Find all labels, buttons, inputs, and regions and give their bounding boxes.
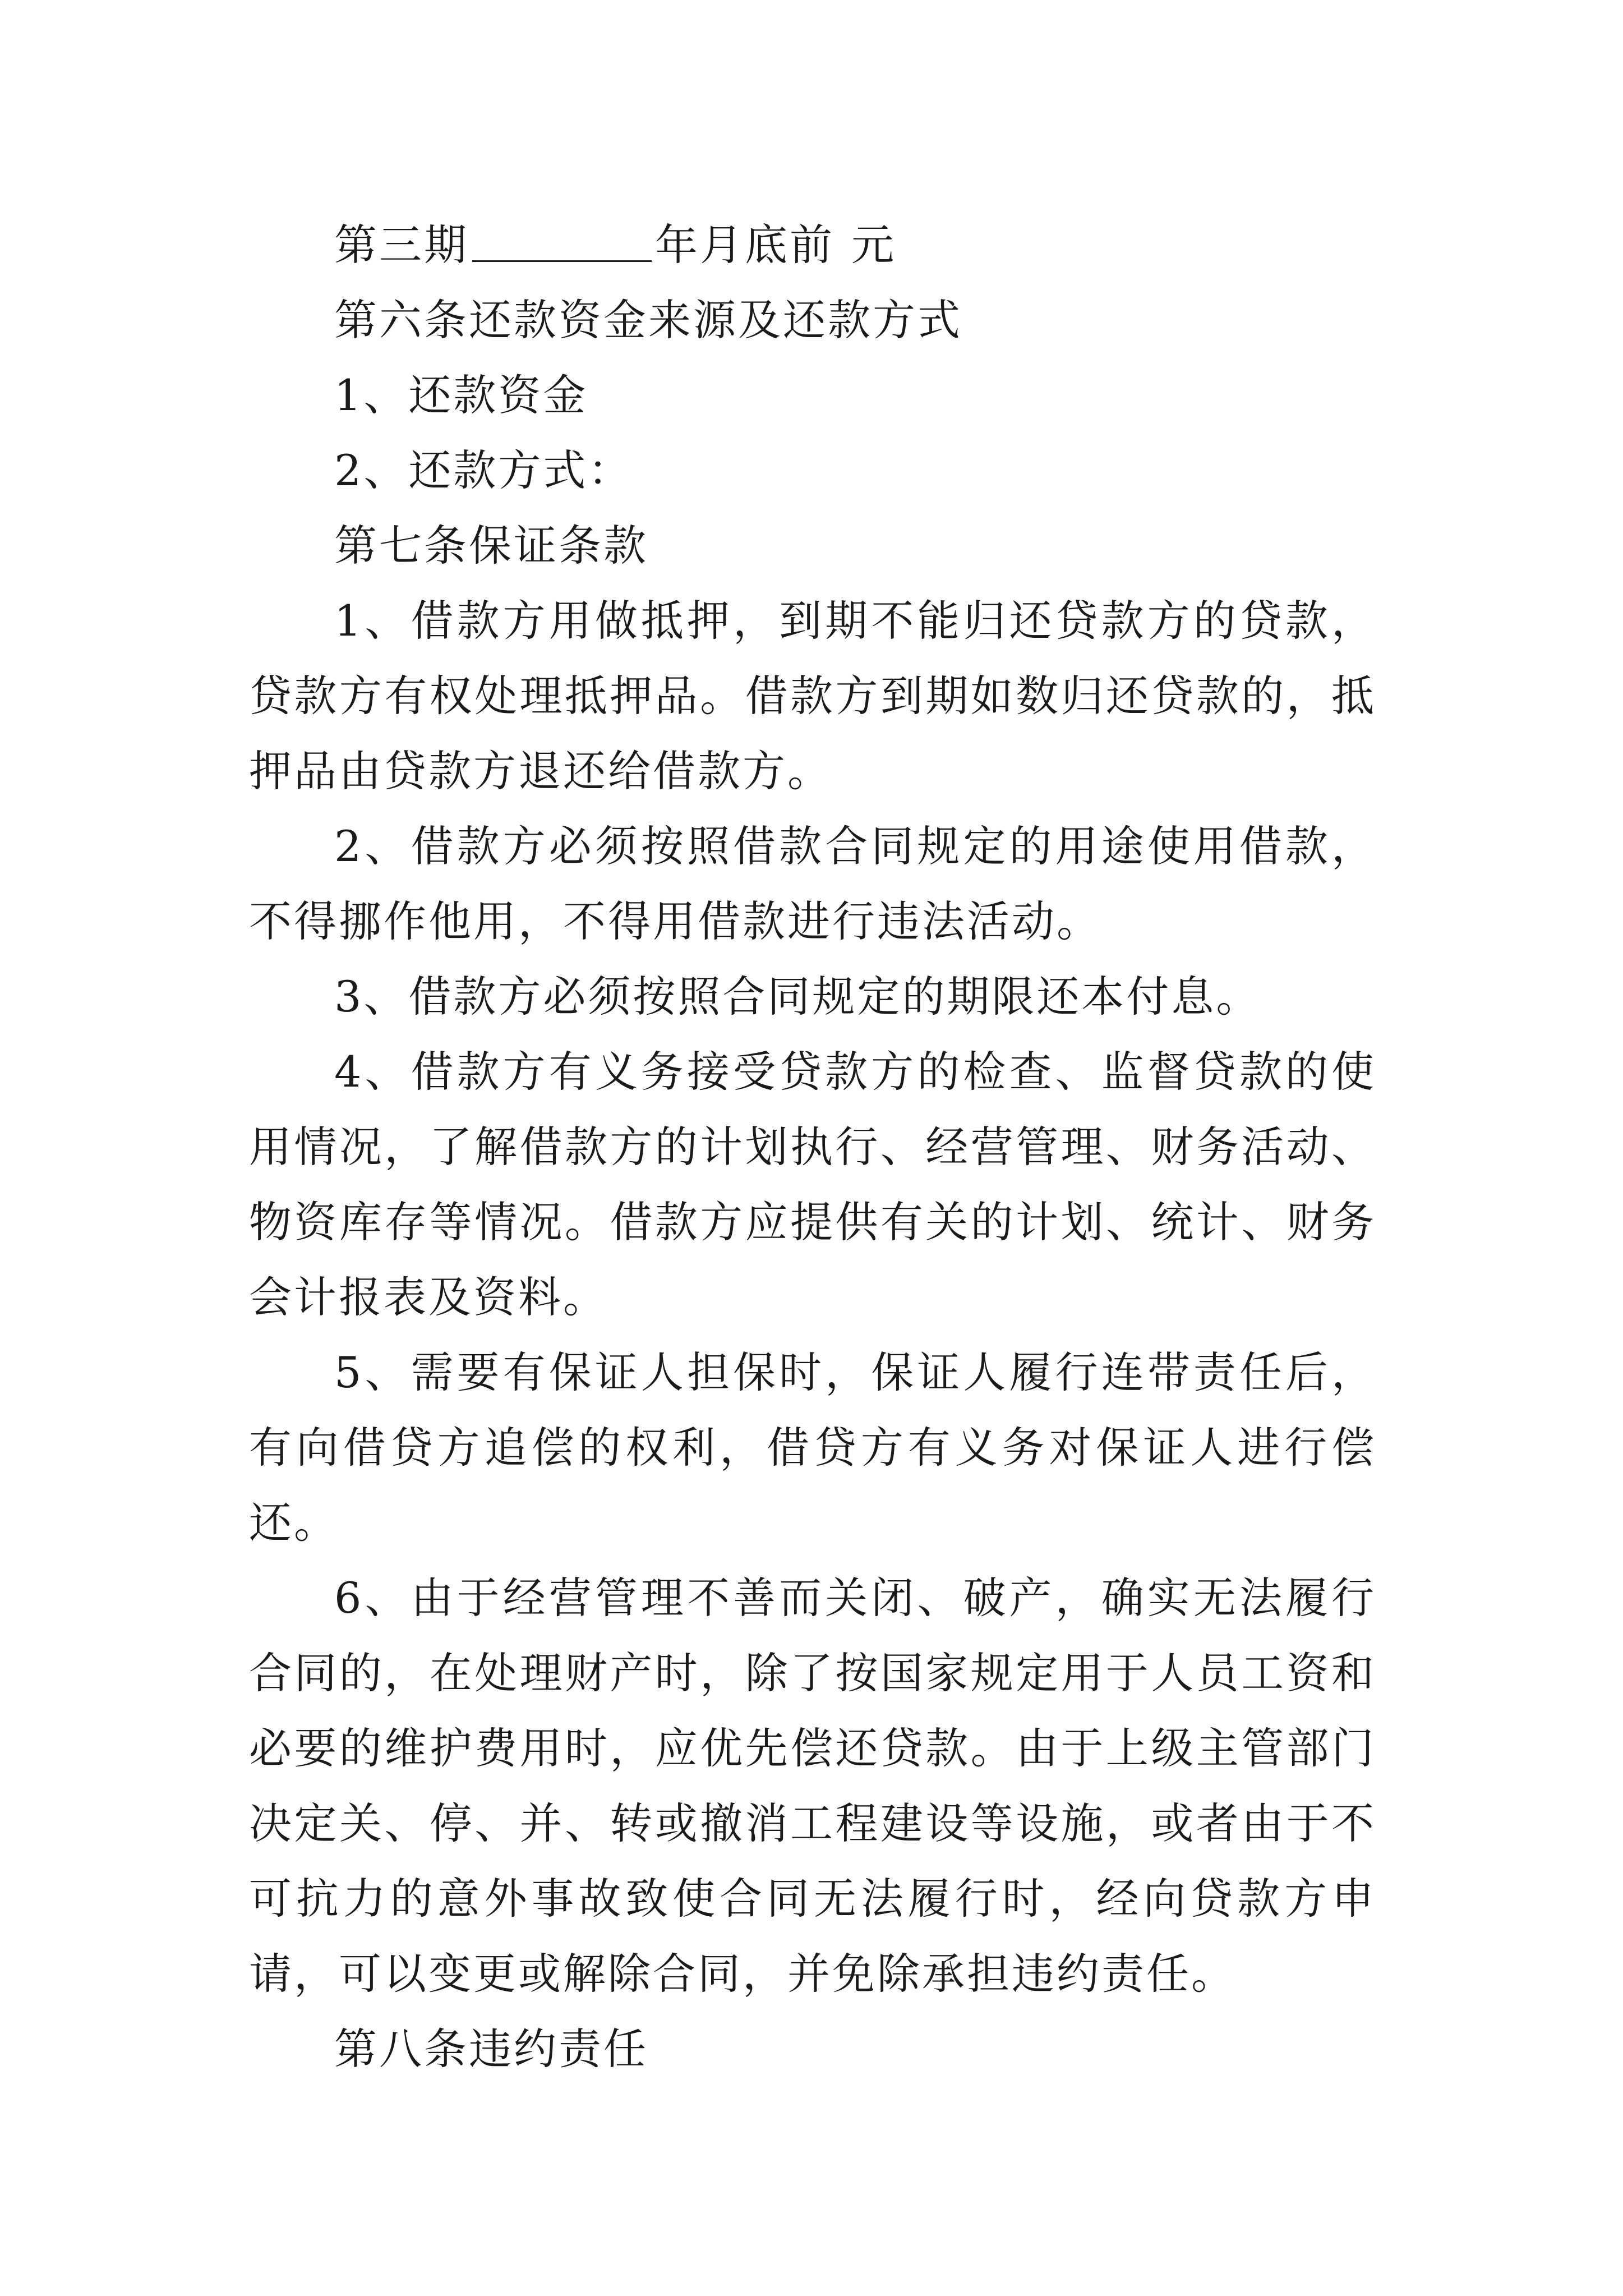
blank-underline <box>472 221 652 262</box>
installment-label: 第三期 <box>334 220 469 270</box>
article-8-heading: 第八条违约责任 <box>334 2024 648 2074</box>
paragraph-clause-6: 6、由于经营管理不善而关闭、破产，确实无法履行合同的，在处理财产时，除了按国家规定用于人员工资和必要的维护费用时，应优先偿还贷款。由于上级主管部门决定关、停、并、转或撤消工程建设等设施，或者由于不可抗力的意外事故致使合同无法履行时，经向贷款方申请，可以变更或解除合同，并免除承担违约责任。 <box>249 1573 1376 1999</box>
paragraph-clause-1: 1、借款方用做抵押，到期不能归还贷款方的贷款，贷款方有权处理抵押品。借款方到期如数归还贷款的，抵押品由贷款方退还给借款方。 <box>249 596 1376 796</box>
paragraph-repayment-funds: 1、还款资金 <box>334 370 588 420</box>
installment-unit: 元 <box>851 220 896 270</box>
paragraph-repayment-method: 2、还款方式： <box>334 445 633 495</box>
paragraph-clause-3: 3、借款方必须按照合同规定的期限还本付息。 <box>334 972 1261 1022</box>
paragraph-clause-2: 2、借款方必须按照借款合同规定的用途使用借款，不得挪作他用，不得用借款进行违法活动。 <box>249 821 1376 946</box>
document-body <box>249 208 1376 2087</box>
paragraph-clause-5: 5、需要有保证人担保时，保证人履行连带责任后，有向借贷方追偿的权利，借贷方有义务对保证人进行偿还。 <box>249 1347 1376 1548</box>
article-6-heading: 第六条还款资金来源及还款方式 <box>334 295 962 345</box>
article-7-heading: 第七条保证条款 <box>334 521 648 570</box>
paragraph-clause-4: 4、借款方有义务接受贷款方的检查、监督贷款的使用情况，了解借款方的计划执行、经营管理、财务活动、物资库存等情况。借款方应提供有关的计划、统计、财务会计报表及资料。 <box>249 1047 1376 1322</box>
paragraph-installment-3 <box>249 208 1376 283</box>
installment-date-text: 年月底前 <box>655 220 834 270</box>
